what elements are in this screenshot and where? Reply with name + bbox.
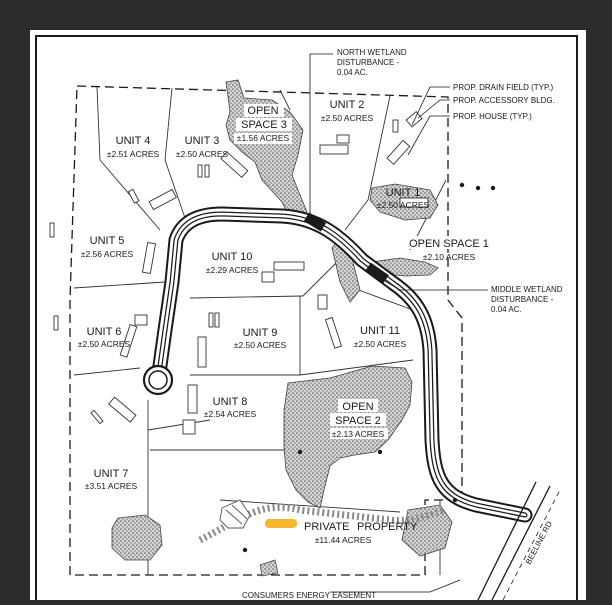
open-space-2-line2: SPACE 2 <box>335 415 381 427</box>
drain-field-note: PROP. DRAIN FIELD (TYP.) <box>453 83 554 92</box>
open-space-3-line2: SPACE 3 <box>241 119 287 131</box>
open-space-2-area: ±2.13 ACRES <box>331 429 385 439</box>
open-space-3-area: ±1.56 ACRES <box>236 133 290 143</box>
unit-5-name: UNIT 5 <box>89 235 125 247</box>
unit-10-name: UNIT 10 <box>211 251 253 263</box>
unit-4-name: UNIT 4 <box>115 135 151 147</box>
house-note: PROP. HOUSE (TYP.) <box>453 112 532 121</box>
accessory-bldg-note: PROP. ACCESSORY BLDG. <box>453 96 555 105</box>
open-space-2-line1: OPEN <box>342 401 374 413</box>
open-space-3-line1: OPEN <box>247 105 279 117</box>
unit-11-area: ±2.50 ACRES <box>353 339 407 349</box>
unit-6-name: UNIT 6 <box>86 326 122 338</box>
middle-wetland-line2: DISTURBANCE - <box>491 295 554 304</box>
unit-5-area: ±2.56 ACRES <box>80 249 134 259</box>
unit-2-name: UNIT 2 <box>329 99 365 111</box>
unit-4-area: ±2.51 ACRES <box>106 149 160 159</box>
unit-10-area: ±2.29 ACRES <box>205 265 259 275</box>
southwest-wetland-area <box>112 515 162 560</box>
unit-1-name: UNIT 1 <box>385 187 421 199</box>
unit-7-area: ±3.51 ACRES <box>84 481 138 491</box>
unit-2-area: ±2.50 ACRES <box>320 113 374 123</box>
north-wetland-line3: 0.04 AC. <box>337 68 368 77</box>
unit-7-name: UNIT 7 <box>93 468 129 480</box>
middle-wetland-line3: 0.04 AC. <box>491 305 522 314</box>
private-property-word2: PROPERTY <box>357 521 418 533</box>
private-property-area: ±11.44 ACRES <box>314 535 372 545</box>
middle-wetland-line1: MIDDLE WETLAND <box>491 285 563 294</box>
unit-11-name: UNIT 11 <box>360 325 400 337</box>
unit-3-name: UNIT 3 <box>184 135 220 147</box>
open-space-1-line1: OPEN SPACE 1 <box>409 238 489 250</box>
unit-8-area: ±2.54 ACRES <box>203 409 257 419</box>
north-wetland-line1: NORTH WETLAND <box>337 48 407 57</box>
unit-8-name: UNIT 8 <box>212 396 248 408</box>
unit-9-area: ±2.50 ACRES <box>233 340 287 350</box>
unit-9-name: UNIT 9 <box>242 327 278 339</box>
unit-6-area: ±2.50 ACRES <box>77 339 131 349</box>
private-property-word1: PRIVATE <box>304 521 350 533</box>
easement-note: CONSUMERS ENERGY EASEMENT <box>242 591 377 600</box>
unit-3-area: ±2.50 ACRES <box>175 149 229 159</box>
unit-1-area: ±2.50 ACRES <box>376 200 430 210</box>
open-space-1-area: ±2.10 ACRES <box>422 252 476 262</box>
beeline-road-label: BEELINE RD <box>523 519 555 566</box>
private-highlight <box>265 519 297 528</box>
north-wetland-line2: DISTURBANCE - <box>337 58 400 67</box>
